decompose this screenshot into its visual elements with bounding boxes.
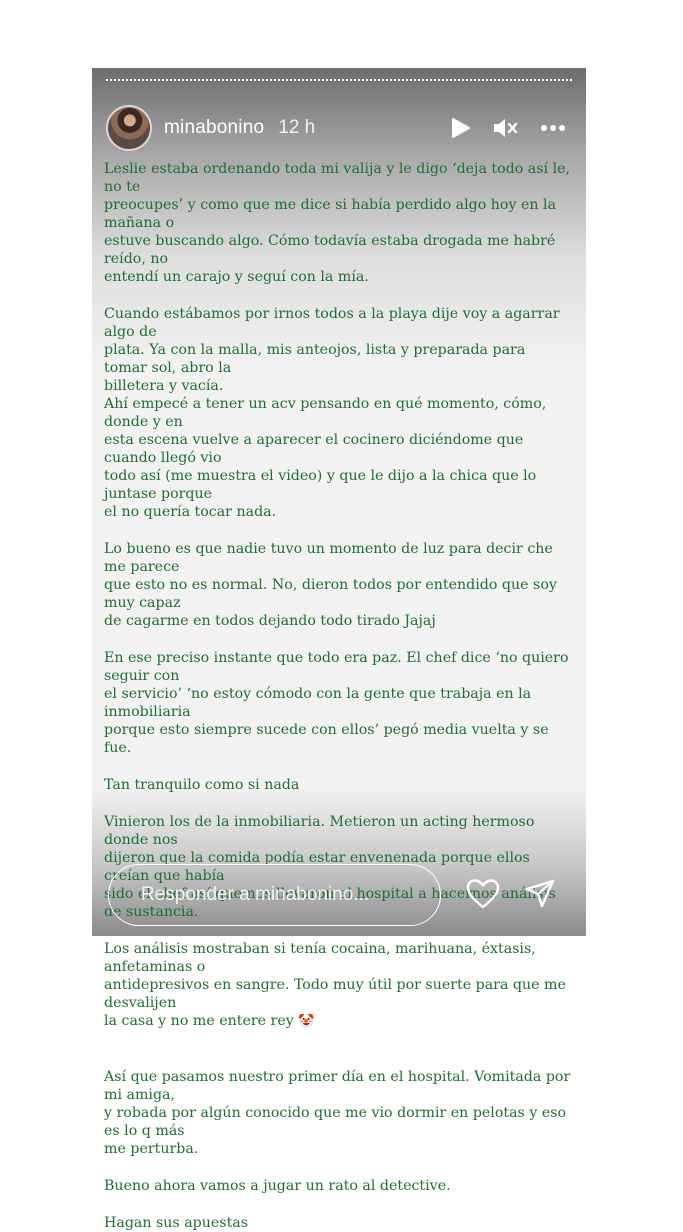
story-paragraph: Lo bueno es que nadie tuvo un momento de luz para decir che me parece que esto no es normal. No, dieron todos por entendido que soy muy capaz de cagarme en todos dejando todo tirado Jajaj [104,541,557,629]
story-paragraph: Cuando estábamos por irnos todos a la playa dije voy a agarrar algo de plata. Ya con la malla, mis anteojos, lista y preparada para tomar sol, abro la billetera y vacía. Ahí empecé a tener un acv pensando en qué momento, cómo, donde y en esta escena vuelve a aparecer el cocinero diciéndome que cuando llegó vio todo así (me muestra el video) y que le dijo a la chica que lo juntase porque el no quería tocar nada. [104,306,560,520]
story-paragraph: Bueno ahora vamos a jugar un rato al detective. [104,1178,451,1194]
story-paragraph: Los análisis mostraban si tenía cocaina, marihuana, éxtasis, anfetaminas o antidepresivos en sangre. Todo muy útil por suerte para que me desvalijen la casa y no me entere rey [104,941,566,1029]
story-paragraph: Hagan sus apuestas [104,1215,249,1231]
paper-plane-icon[interactable] [524,878,556,910]
ellipsis-icon[interactable] [540,116,566,140]
story-paragraph: En ese preciso instante que todo era paz. El chef dice ‘no quiero seguir con el servicio’ ‘no estoy cómodo con la gente que trabaja en la inmobiliaria porque esto siempre sucede con ellos’ pegó media vuelta y se fue. [104,650,569,756]
clown-emoji: 🤡 [298,1014,315,1029]
reply-input[interactable] [139,883,423,907]
reply-bar[interactable] [108,864,441,926]
story-paragraph: Leslie estaba ordenando toda mi valija y le digo ‘deja todo así le, no te preocupes’ y como que me dice si había perdido algo hoy en la mañana o estuve buscando algo. Cómo todavía estaba drogada me habré reído, no entendí un carajo y seguí con la mía. [104,161,571,285]
story-progress-bar [106,79,572,81]
play-icon[interactable] [448,116,472,140]
profile-avatar[interactable] [106,105,152,151]
username[interactable]: minabonino [164,117,265,138]
story-paragraph: Vinieron los de la inmobiliaria. Metieron un acting hermoso donde nos dijeron que la comida podía estar envenenada porque ellos creían que había sido el chef así que nos llevaron al hospital a hacernos análisis de sustancia. [104,814,556,920]
story-paragraph: Tan tranquilo como si nada [104,777,300,793]
story-viewer[interactable] [92,68,586,1231]
story-paragraph: Así que pasamos nuestro primer día en el hospital. Vomitada por mi amiga, y robada por algún conocido que me vio dormir en pelotas y eso es lo q más me perturba. [104,1069,571,1157]
muted-speaker-icon[interactable] [492,116,518,140]
story-header [106,106,572,150]
story-text [104,160,572,1232]
post-time: 12 h [278,117,316,138]
heart-icon[interactable] [466,878,500,910]
story-paragraph-with-emoji [104,940,572,1031]
